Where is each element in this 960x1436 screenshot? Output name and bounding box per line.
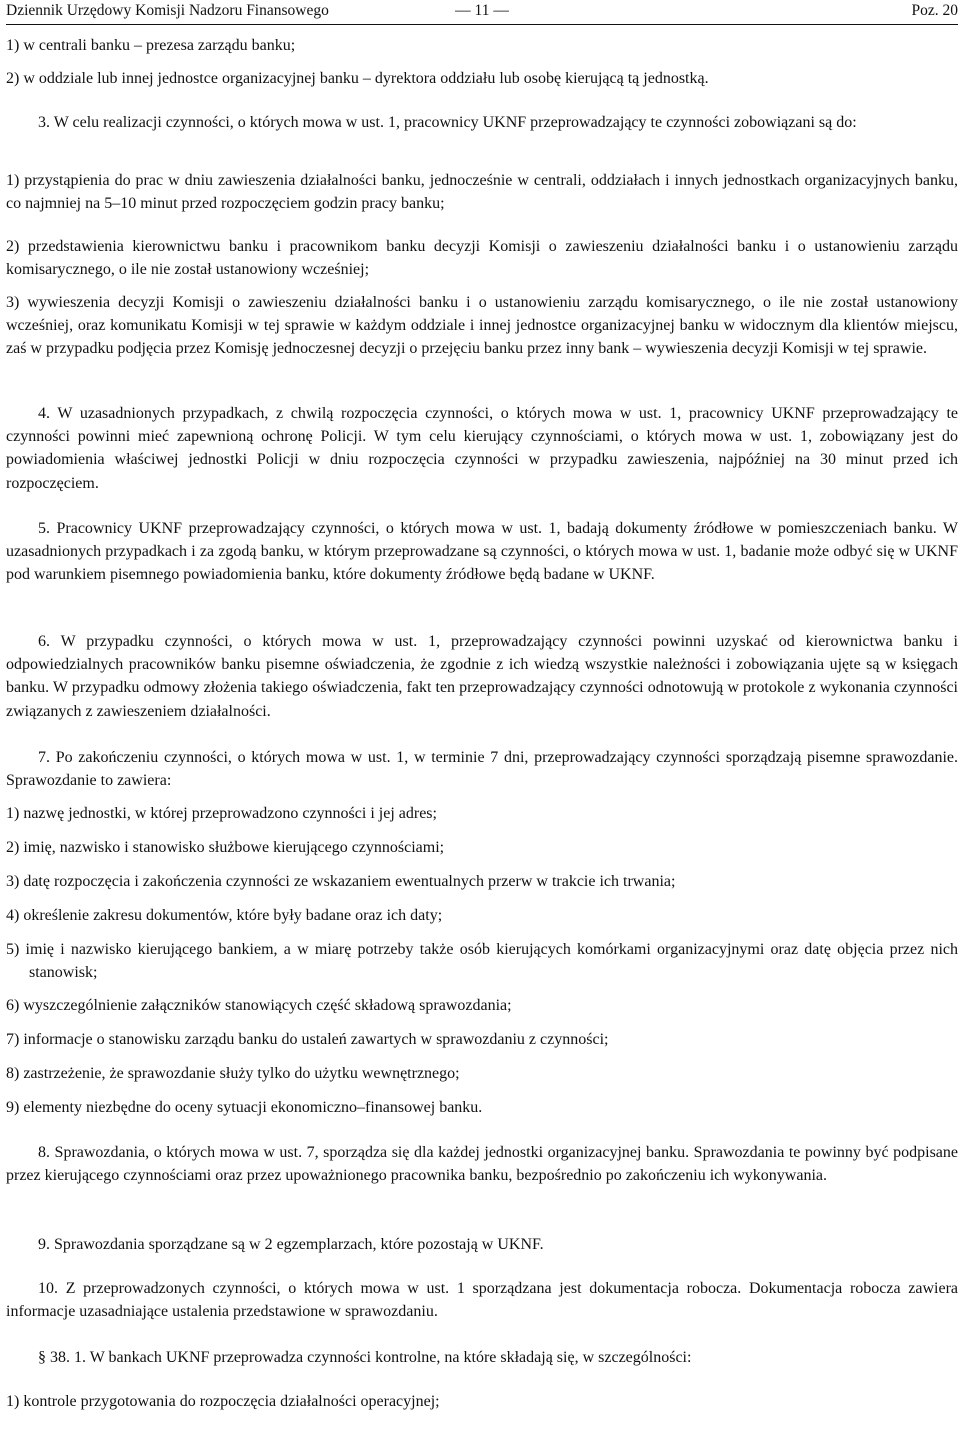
paragraph: 10. Z przeprowadzonych czynności, o których mowa w ust. 1 sporządzana jest dokumentacja robocza. Dokumentacja robocza zawiera informacje uzasadniające ustalenia przedstawione w sprawozdaniu. bbox=[6, 1280, 958, 1321]
list-item: 1) nazwę jednostki, w której przeprowadzono czynności i jej adres; bbox=[6, 805, 437, 822]
list-item: 6) wyszczególnienie załączników stanowiących część składową sprawozdania; bbox=[6, 997, 512, 1014]
position-number: Poz. 20 bbox=[911, 2, 958, 19]
list-item: 4) określenie zakresu dokumentów, które były badane oraz ich daty; bbox=[6, 907, 443, 924]
document-page bbox=[6, 0, 958, 1410]
paragraph: 4. W uzasadnionych przypadkach, z chwilą rozpoczęcia czynności, o których mowa w ust. 1, pracownicy UKNF przeprowadzający te czynności powinni mieć zapewnioną ochronę Policji. W tym celu kierujący czynnościami, o których mowa w ust. 1, zobowiązany jest do powiadomienia właściwej jednostki Policji w dniu rozpoczęcia czynności w przypadku zawieszenia, najpóźniej na 30 minut przed ich rozpoczęciem. bbox=[6, 405, 958, 492]
list-item: 1) w centrali banku – prezesa zarządu banku; bbox=[6, 37, 296, 54]
list-item: 3) datę rozpoczęcia i zakończenia czynności ze wskazaniem ewentualnych przerw w trakcie ich trwania; bbox=[6, 873, 676, 890]
list-item: 1) kontrole przygotowania do rozpoczęcia działalności operacyjnej; bbox=[6, 1393, 440, 1410]
list-item: 1) przystąpienia do prac w dniu zawieszenia działalności banku, jednocześnie w centrali, oddziałach i innych jednostkach organizacyjnych banku, co najmniej na 5–10 minut przed rozpoczęciem godzin pracy banku; bbox=[6, 172, 958, 213]
page-header bbox=[6, 0, 958, 25]
paragraph: 5. Pracownicy UKNF przeprowadzający czynności, o których mowa w ust. 1, badają dokumenty źródłowe w pomieszczeniach banku. W uzasadnionych przypadkach i za zgodą banku, w którym przeprowadzane są czynności, o których mowa w ust. 1, badanie może odbyć się w UKNF pod warunkiem pisemnego powiadomienia banku, które dokumenty źródłowe będą badane w UKNF. bbox=[6, 520, 958, 584]
page-number: — 11 — bbox=[455, 2, 509, 19]
paragraph: 6. W przypadku czynności, o których mowa w ust. 1, przeprowadzający czynności powinni uzyskać od kierownictwa banku i odpowiedzialnych pracowników banku pisemne oświadczenia, że zgodnie z ich wiedzą wszystkie należności i zobowiązania ujęte są w księgach banku. W przypadku odmowy złożenia takiego oświadczenia, fakt ten przeprowadzający czynności odnotowują w protokole z wykonania czynności związanych z zawieszeniem działalności. bbox=[6, 633, 958, 720]
paragraph: § 38. 1. W bankach UKNF przeprowadza czynności kontrolne, na które składają się, w szczególności: bbox=[38, 1349, 692, 1366]
paragraph: 3. W celu realizacji czynności, o których mowa w ust. 1, pracownicy UKNF przeprowadzający te czynności zobowiązani są do: bbox=[38, 114, 857, 131]
paragraph: 8. Sprawozdania, o których mowa w ust. 7, sporządza się dla każdej jednostki organizacyjnej banku. Sprawozdania te powinny być podpisane przez kierującego czynnościami oraz przez upoważnionego pracownika banku, bezpośrednio po zakończeniu ich wykonywania. bbox=[6, 1144, 958, 1185]
list-item: 2) imię, nazwisko i stanowisko służbowe kierującego czynnościami; bbox=[6, 839, 445, 856]
list-item: 3) wywieszenia decyzji Komisji o zawieszeniu działalności banku i o ustanowieniu zarządu komisarycznego, o ile nie został ustanowiony wcześniej, oraz komunikatu Komisji w tej sprawie w każdym oddziale i innej jednostce organizacyjnej banku w widocznym dla klientów miejscu, zaś w przypadku podjęcia przez Komisję jednoczesnej decyzji o przejęciu banku przez inny bank – wywieszenia decyzji Komisji w tej sprawie. bbox=[6, 294, 958, 358]
list-item: 5) imię i nazwisko kierującego bankiem, a w miarę potrzeby także osób kierujących komórkami organizacyjnymi oraz datę objęcia przez nich stanowisk; bbox=[6, 941, 958, 982]
paragraph: 9. Sprawozdania sporządzane są w 2 egzemplarzach, które pozostają w UKNF. bbox=[38, 1236, 544, 1253]
list-item: 2) w oddziale lub innej jednostce organizacyjnej banku – dyrektora oddziału lub osobę kierującą tą jednostką. bbox=[6, 70, 709, 87]
list-item: 7) informacje o stanowisku zarządu banku do ustaleń zawartych w sprawozdaniu z czynności; bbox=[6, 1031, 609, 1048]
list-item: 8) zastrzeżenie, że sprawozdanie służy tylko do użytku wewnętrznego; bbox=[6, 1065, 460, 1082]
list-item: 2) przedstawienia kierownictwu banku i pracownikom banku decyzji Komisji o zawieszeniu działalności banku i o ustanowieniu zarządu komisarycznego, o ile nie został ustanowiony wcześniej; bbox=[6, 238, 958, 279]
list-item: 9) elementy niezbędne do oceny sytuacji ekonomiczno–finansowej banku. bbox=[6, 1099, 483, 1116]
paragraph: 7. Po zakończeniu czynności, o których mowa w ust. 1, w terminie 7 dni, przeprowadzający czynności sporządzają pisemne sprawozdanie. Sprawozdanie to zawiera: bbox=[6, 749, 958, 790]
journal-title: Dziennik Urzędowy Komisji Nadzoru Finansowego bbox=[6, 2, 329, 19]
